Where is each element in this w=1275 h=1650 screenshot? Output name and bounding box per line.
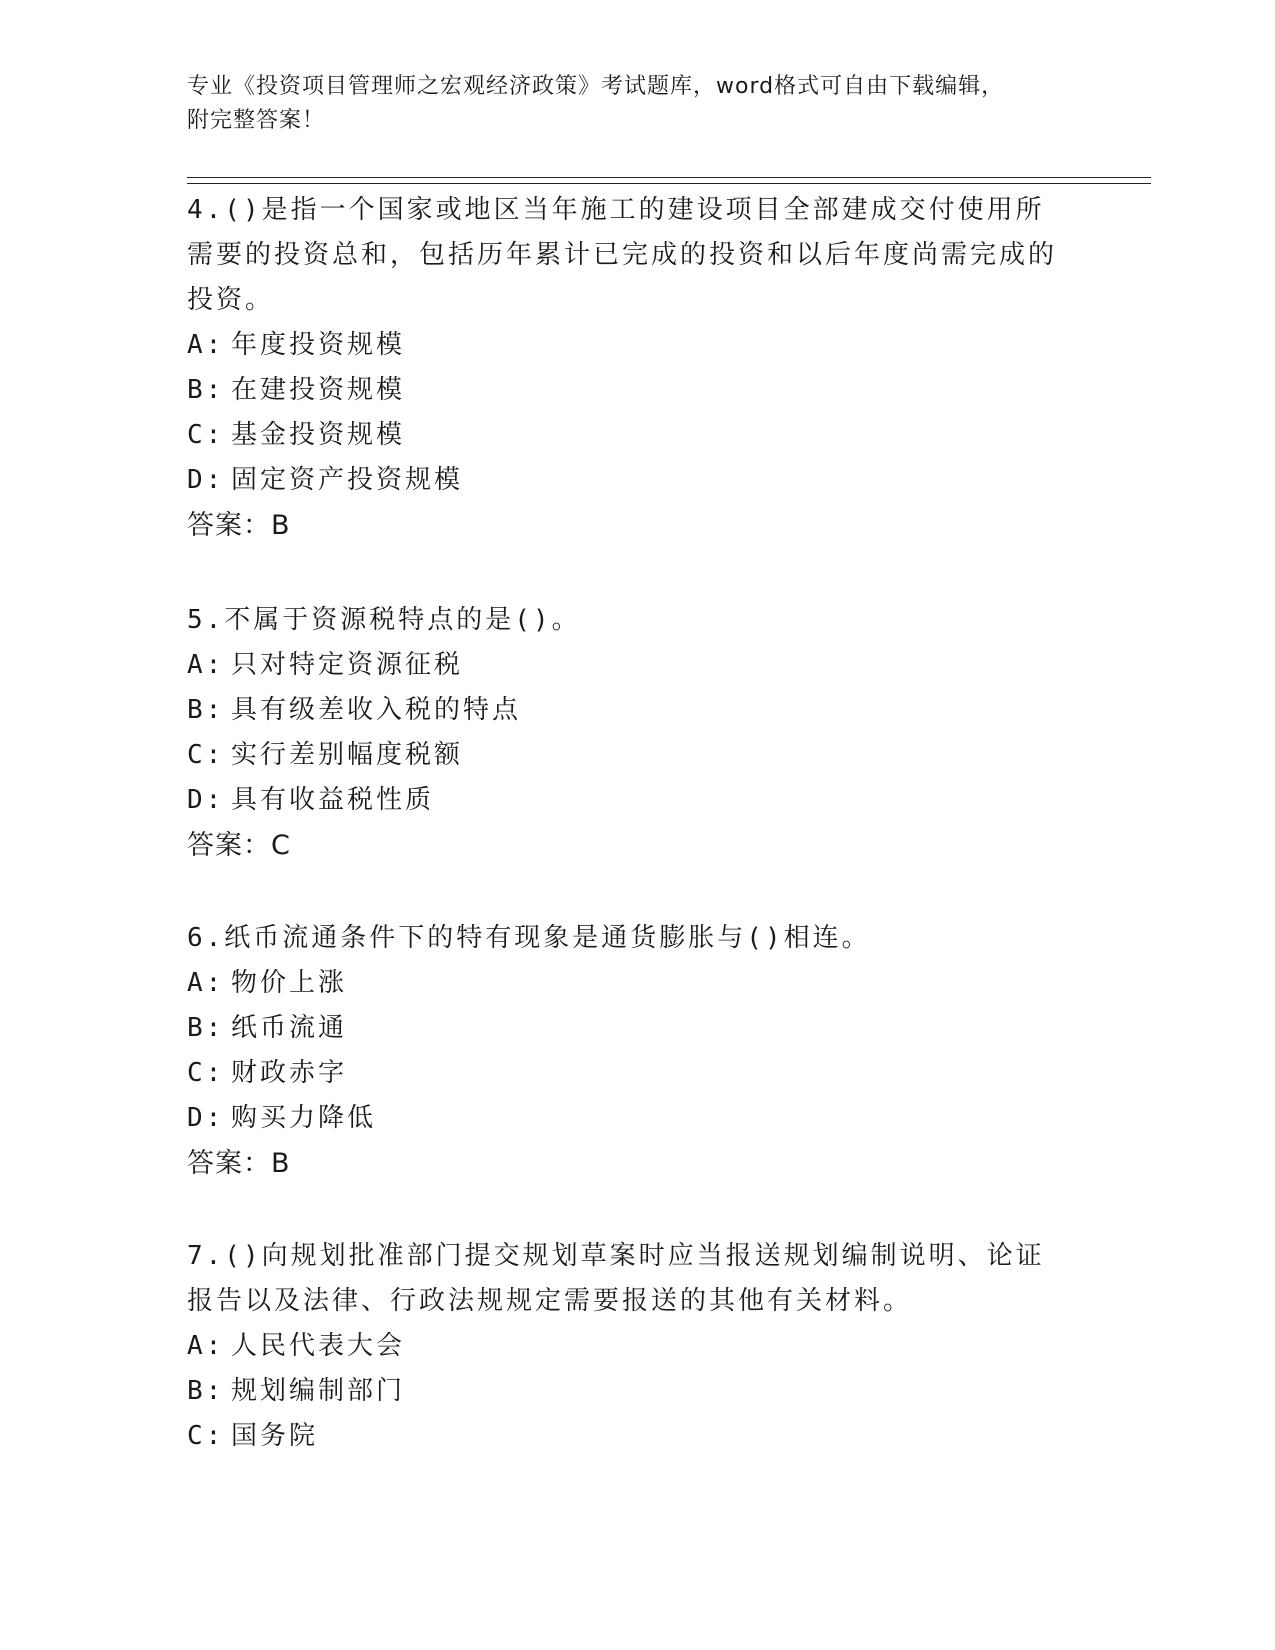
question-text: 7.()向规划批准部门提交规划草案时应当报送规划编制说明、论证报告以及法律、行政法规规定需要报送的其他有关材料。 <box>187 1241 1045 1316</box>
header-line-2: 附完整答案！ <box>187 108 326 133</box>
header-divider-bottom <box>187 183 1151 184</box>
option-letter: B: <box>187 1013 225 1043</box>
option-letter: C: <box>187 420 225 450</box>
option-text: 国务院 <box>231 1421 319 1451</box>
answer-label: 答案：B <box>187 1148 291 1179</box>
option-text: 在建投资规模 <box>231 375 406 405</box>
option-letter: A: <box>187 330 225 360</box>
option-letter: C: <box>187 1058 225 1088</box>
option-a <box>187 961 1067 1006</box>
option-c <box>187 733 1067 778</box>
option-text: 纸币流通 <box>231 1013 348 1043</box>
question-6 <box>187 916 1067 1187</box>
option-d <box>187 778 1067 823</box>
question-5 <box>187 598 1067 869</box>
option-letter: D: <box>187 785 225 815</box>
option-text: 只对特定资源征税 <box>231 650 464 680</box>
option-d <box>187 458 1067 503</box>
option-letter: A: <box>187 1331 225 1361</box>
option-letter: A: <box>187 650 225 680</box>
option-text: 实行差别幅度税额 <box>231 740 464 770</box>
option-text: 具有收益税性质 <box>231 785 435 815</box>
option-text: 基金投资规模 <box>231 420 406 450</box>
option-text: 物价上涨 <box>231 968 348 998</box>
option-b <box>187 1006 1067 1051</box>
option-c <box>187 1414 1067 1459</box>
option-letter: A: <box>187 968 225 998</box>
option-letter: B: <box>187 375 225 405</box>
option-b <box>187 688 1067 733</box>
document-header <box>187 70 1087 138</box>
option-text: 年度投资规模 <box>231 330 406 360</box>
option-b <box>187 1369 1067 1414</box>
answer-label: 答案：B <box>187 510 291 541</box>
option-a <box>187 323 1067 368</box>
question-4 <box>187 188 1067 549</box>
option-letter: C: <box>187 1421 225 1451</box>
question-text: 6.纸币流通条件下的特有现象是通货膨胀与()相连。 <box>187 923 871 953</box>
option-c <box>187 1051 1067 1096</box>
answer-label: 答案：C <box>187 830 291 861</box>
option-letter: B: <box>187 695 225 725</box>
question-text: 5.不属于资源税特点的是()。 <box>187 605 581 635</box>
option-letter: D: <box>187 1103 225 1133</box>
option-text: 人民代表大会 <box>231 1331 406 1361</box>
option-letter: C: <box>187 740 225 770</box>
option-d <box>187 1096 1067 1141</box>
option-b <box>187 368 1067 413</box>
header-line-1: 专业《投资项目管理师之宏观经济政策》考试题库，word格式可自由下载编辑， <box>187 74 1005 99</box>
option-c <box>187 413 1067 458</box>
option-letter: B: <box>187 1376 225 1406</box>
question-7 <box>187 1234 1067 1459</box>
question-text: 4.()是指一个国家或地区当年施工的建设项目全部建成交付使用所需要的投资总和，包括历年累计已完成的投资和以后年度尚需完成的投资。 <box>187 195 1058 315</box>
option-a <box>187 643 1067 688</box>
option-text: 固定资产投资规模 <box>231 465 464 495</box>
option-text: 购买力降低 <box>231 1103 377 1133</box>
option-a <box>187 1324 1067 1369</box>
option-text: 具有级差收入税的特点 <box>231 695 522 725</box>
header-divider-top <box>187 177 1151 178</box>
option-letter: D: <box>187 465 225 495</box>
option-text: 规划编制部门 <box>231 1376 406 1406</box>
option-text: 财政赤字 <box>231 1058 348 1088</box>
